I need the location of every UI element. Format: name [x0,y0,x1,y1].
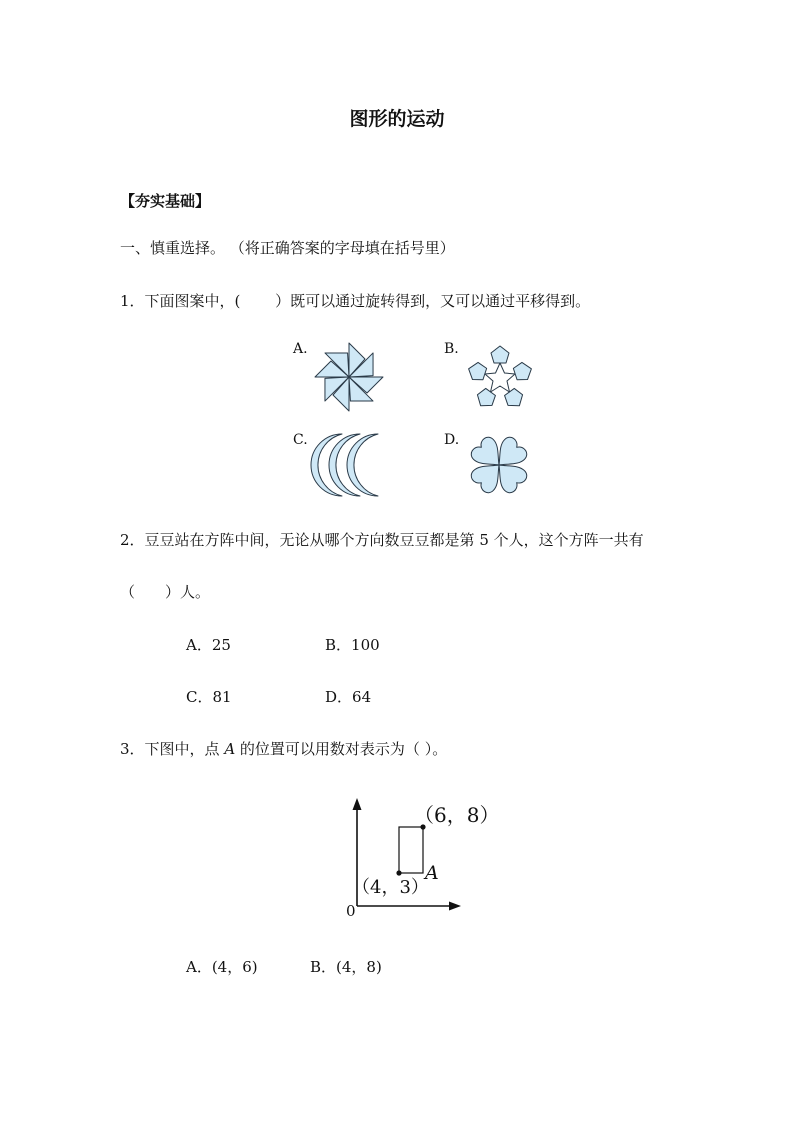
q1-option-a-label: A. [293,341,308,357]
rectangle-shape [399,827,423,873]
q2-option-d: D．64 [325,688,372,706]
crescents-figure-c [312,432,388,498]
q1-option-c-label: C. [293,432,308,448]
question-3-text-post: 的位置可以用数对表示为（ ）。 [235,740,448,758]
point-a-label: A [425,862,439,884]
question-3-text [120,738,447,759]
bottom-corner-coordinate-label: （4，3） [352,877,429,898]
part1-heading: 一、慎重选择。 （将正确答案的字母填在括号里） [120,239,455,257]
origin-label: 0 [346,902,356,920]
page-title: 图形的运动 [349,108,445,130]
section-heading: 【夯实基础】 [120,192,211,210]
top-corner-coordinate-label: （6，8） [414,803,500,827]
q3-option-b: B．(4，8) [310,958,382,976]
q2-option-c: C．81 [186,688,232,706]
question-3-text-pre: 3．下图中，点 [120,740,225,758]
q1-option-d-label: D. [444,432,460,448]
pentagon-ring-figure-b [464,344,536,414]
question-3-point-label: A [224,740,236,758]
q2-option-b: B．100 [325,636,380,654]
question-2-line-1: 2．豆豆站在方阵中间，无论从哪个方向数豆豆都是第 5 个人，这个方阵一共有 [120,531,644,549]
q3-option-a: A．(4，6) [186,958,258,976]
pinwheel-figure-a [312,340,386,414]
hearts-figure-d [466,432,532,498]
question-2-line-2: （ ）人。 [120,583,211,601]
q2-option-a: A．25 [186,636,231,654]
question-1-text: 1．下面图案中，( ）既可以通过旋转得到，又可以通过平移得到。 [120,292,591,310]
q1-option-b-label: B. [444,341,459,357]
